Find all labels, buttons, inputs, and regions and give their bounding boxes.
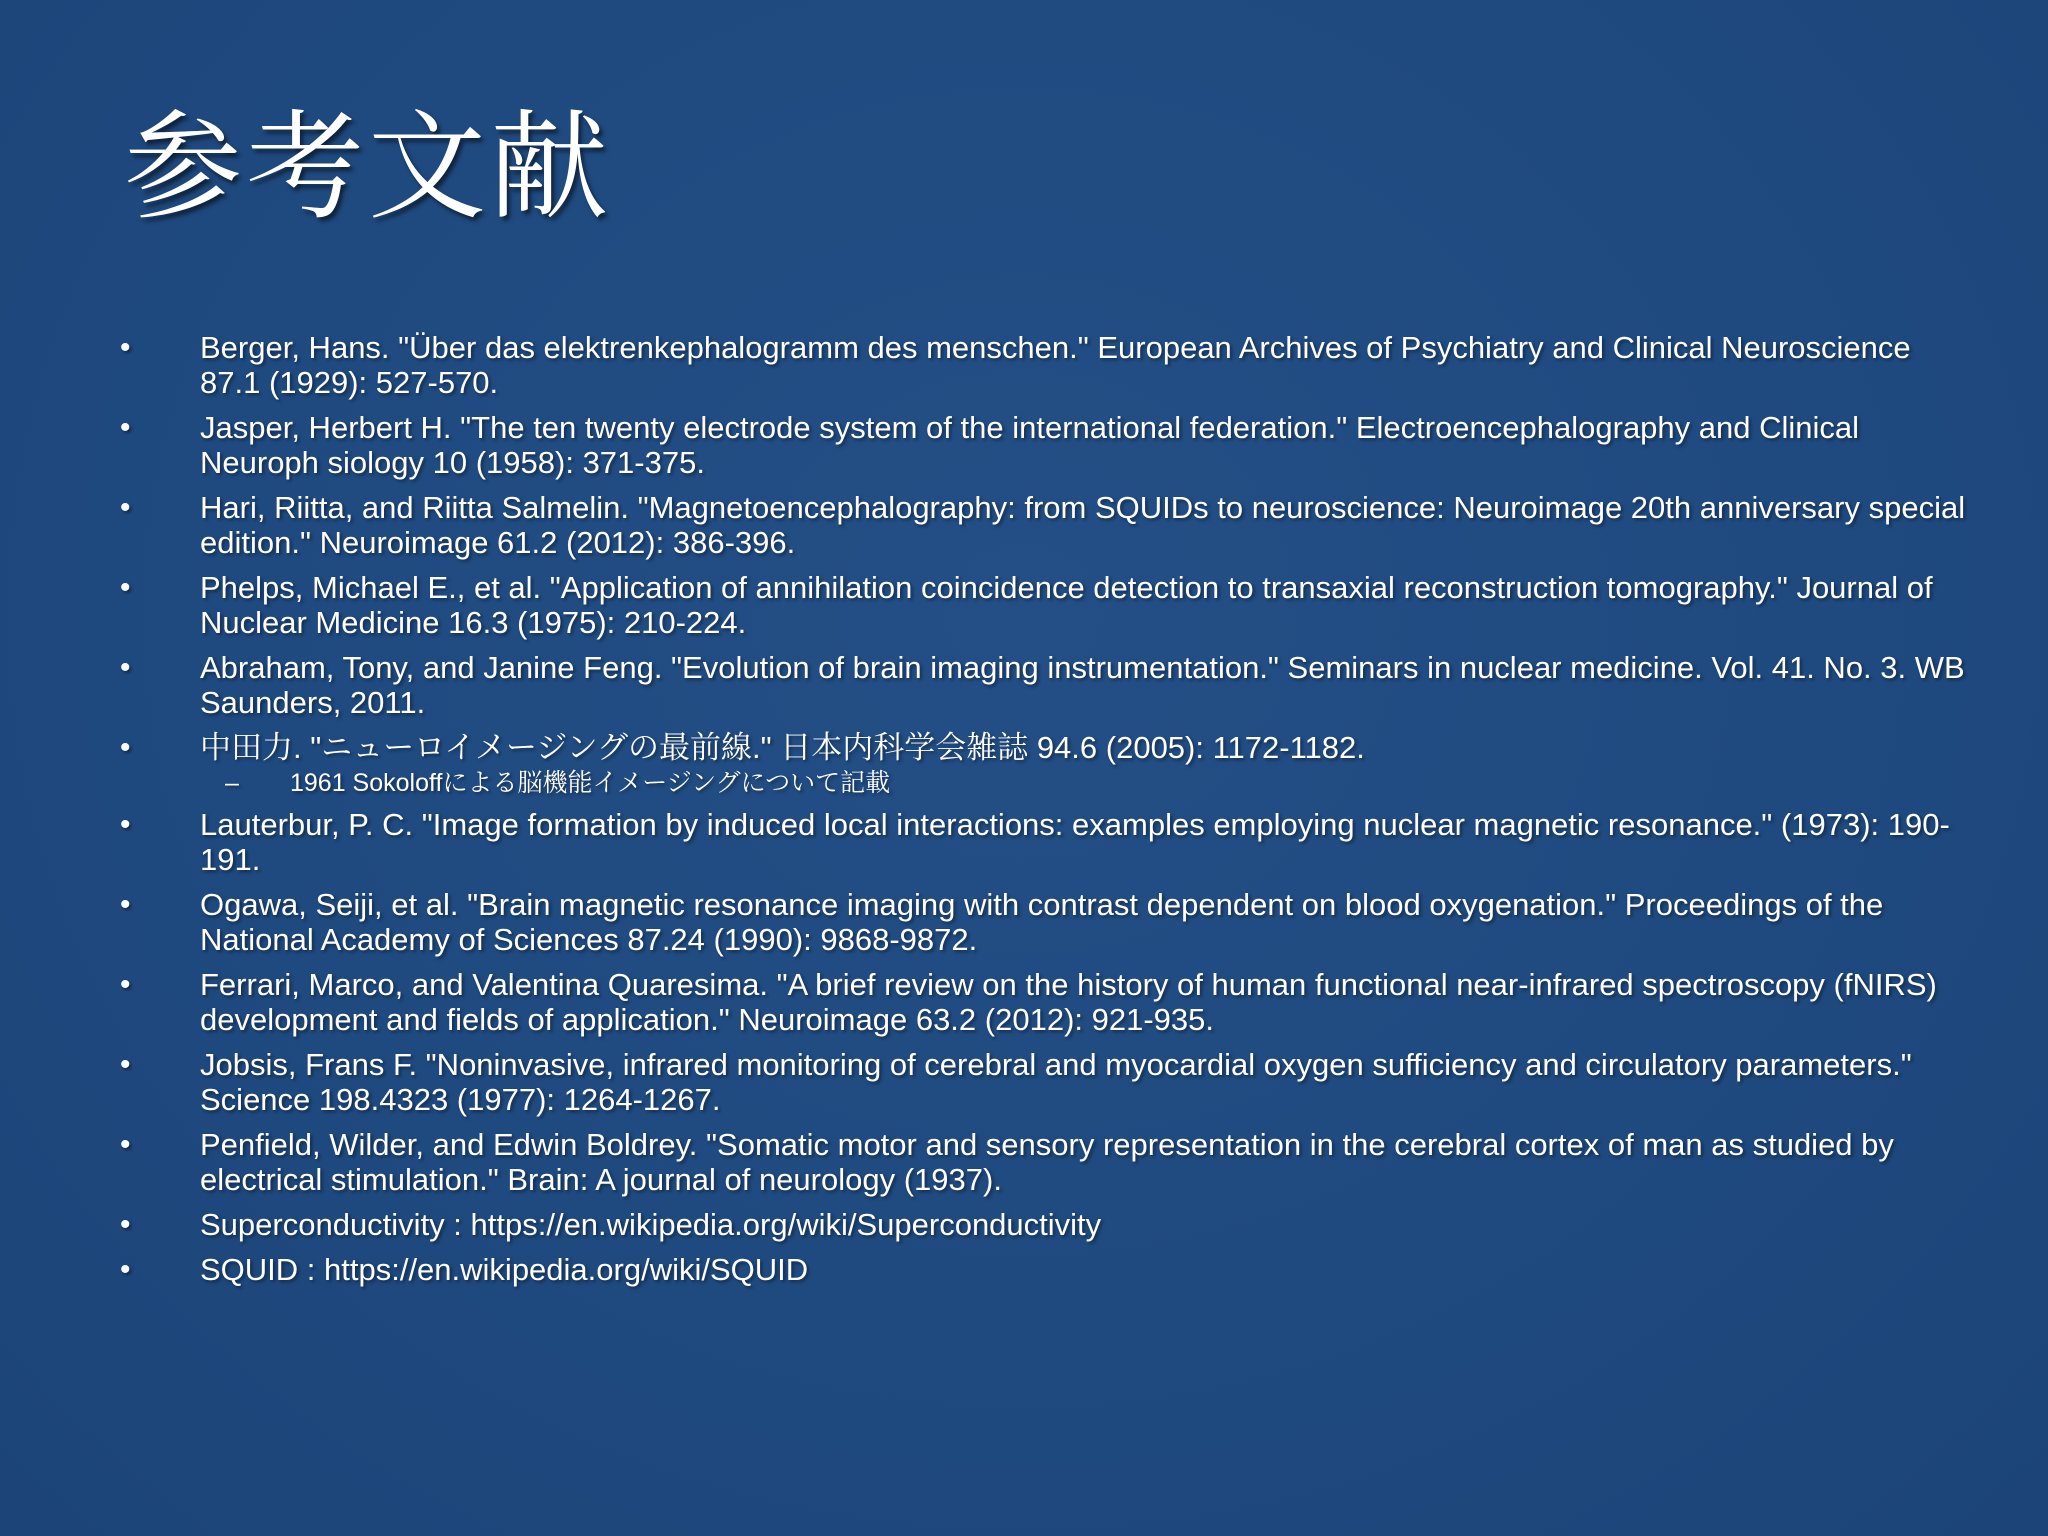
bullet-icon: • [120, 331, 131, 364]
bullet-icon: • [120, 968, 131, 1001]
dash-icon: – [225, 769, 239, 797]
bullet-icon: • [120, 1253, 131, 1286]
bullet-icon: • [120, 491, 131, 524]
reference-text: Superconductivity : https://en.wikipedia.org/wiki/Superconductivity [200, 1207, 1102, 1242]
reference-item [120, 1207, 1970, 1242]
reference-text: Hari, Riitta, and Riitta Salmelin. "Magnetoencephalography: from SQUIDs to neuroscience: Neuroimage 20th anniversary special edition." Neuroimage 61.2 (2012): 386-396. [200, 490, 1966, 560]
reference-text: SQUID : https://en.wikipedia.org/wiki/SQUID [200, 1252, 809, 1287]
reference-sub-note [120, 767, 1970, 799]
bullet-icon: • [120, 1128, 131, 1161]
bullet-icon: • [120, 808, 131, 841]
sub-note-text: 1961 Sokoloffによる脳機能イメージングについて記載 [290, 769, 891, 797]
reference-item [120, 570, 1970, 640]
bullet-icon: • [120, 1208, 131, 1241]
bullet-icon: • [120, 731, 131, 764]
bullet-icon: • [120, 411, 131, 444]
bullet-icon: • [120, 571, 131, 604]
slide-title: 参考文献 [124, 98, 613, 236]
reference-text: Phelps, Michael E., et al. "Application of annihilation coincidence detection to transaxial reconstruction tomography." Journal of Nuclear Medicine 16.3 (1975): 210-224. [200, 570, 1933, 640]
reference-item [120, 650, 1970, 720]
reference-text: Lauterbur, P. C. "Image formation by induced local interactions: examples employing nuclear magnetic resonance." (1973): 190-191. [200, 807, 1950, 877]
reference-item [120, 807, 1970, 877]
reference-item [120, 1127, 1970, 1197]
reference-item [120, 730, 1970, 765]
reference-text: Ferrari, Marco, and Valentina Quaresima. "A brief review on the history of human functional near-infrared spectroscopy (fNIRS) development and fields of application." Neuroimage 63.2 (2012): 921-935. [200, 967, 1937, 1037]
reference-item [120, 490, 1970, 560]
reference-text: Jobsis, Frans F. "Noninvasive, infrared monitoring of cerebral and myocardial oxygen sufficiency and circulatory parameters." Science 198.4323 (1977): 1264-1267. [200, 1047, 1912, 1117]
reference-item [120, 887, 1970, 957]
reference-text: Penfield, Wilder, and Edwin Boldrey. "Somatic motor and sensory representation in the cerebral cortex of man as studied by electrical stimulation." Brain: A journal of neurology (1937). [200, 1127, 1894, 1197]
reference-item [120, 330, 1970, 400]
reference-text: Ogawa, Seiji, et al. "Brain magnetic resonance imaging with contrast dependent on blood oxygenation." Proceedings of the National Academy of Sciences 87.24 (1990): 9868-9872. [200, 887, 1884, 957]
reference-text: Abraham, Tony, and Janine Feng. "Evolution of brain imaging instrumentation." Seminars in nuclear medicine. Vol. 41. No. 3. WB Saunders, 2011. [200, 650, 1965, 720]
reference-item [120, 967, 1970, 1037]
reference-item [120, 1252, 1970, 1287]
reference-text: 中田力. "ニューロイメージングの最前線." 日本内科学会雑誌 94.6 (2005): 1172-1182. [200, 730, 1365, 765]
bullet-icon: • [120, 888, 131, 921]
bullet-icon: • [120, 651, 131, 684]
reference-item [120, 410, 1970, 480]
reference-text: Berger, Hans. "Über das elektrenkephalogramm des menschen." European Archives of Psychiatry and Clinical Neuroscience 87.1 (1929): 527-570. [200, 330, 1911, 400]
reference-list [120, 330, 1970, 1297]
bullet-icon: • [120, 1048, 131, 1081]
reference-text: Jasper, Herbert H. "The ten twenty electrode system of the international federation." Electroencephalography and Clinical Neuroph siology 10 (1958): 371-375. [200, 410, 1860, 480]
reference-item [120, 1047, 1970, 1117]
